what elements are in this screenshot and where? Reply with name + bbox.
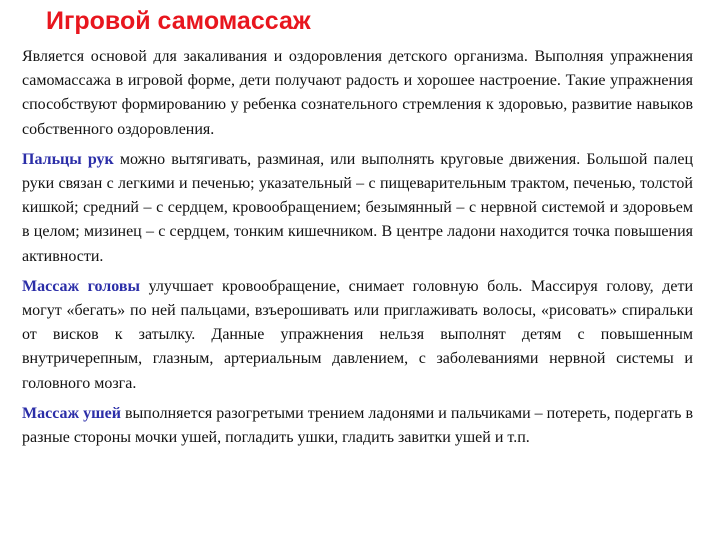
paragraph-text: выполняется разогретыми трением ладонями и пальчиками – потереть, подергать в разные стороны мочки ушей, погладить ушки, гладить завитки ушей и т.п.	[22, 404, 693, 447]
paragraph-text: можно вытягивать, разминая, или выполнять круговые движения. Большой палец руки связан с легкими и печенью; указательный – с пищеварительным трактом, печенью, толстой кишкой; средний – с сердцем, кровообращением; безымянный – с нервной системой и здоровьем в целом; мизинец – с сердцем, тонким кишечником. В центре ладони находится точка повышения активности.	[22, 150, 694, 265]
paragraph-ear-massage	[22, 402, 693, 450]
body-text	[22, 45, 693, 456]
paragraph-text: Является основой для закаливания и оздоровления детского организма. Выполняя упражнения самомассажа в игровой форме, дети получают радость и хорошее настроение. Такие упражнения способствуют формированию у ребенка сознательного стремления к здоровью, развитие навыков собственного оздоровления.	[22, 48, 693, 138]
paragraph-head-massage	[22, 275, 693, 396]
paragraph-intro	[22, 45, 693, 142]
paragraph-heading-head: Массаж головы	[22, 277, 141, 295]
paragraph-heading-ears: Массаж ушей	[22, 404, 121, 422]
paragraph-fingers	[22, 148, 693, 269]
paragraph-heading-fingers: Пальцы рук	[22, 150, 114, 168]
paragraph-text: улучшает кровообращение, снимает головную боль. Массируя голову, дети могут «бегать» по ней пальцами, взъерошивать или приглаживать волосы, «рисовать» спиральки от висков к затылку. Данные упражнения нельзя выполнят детям с повышенным внутричерепным, глазным, артериальным давлением, с заболеваниями нервной системы и головного мозга.	[22, 277, 694, 392]
slide-title: Игровой самомассаж	[46, 7, 311, 35]
